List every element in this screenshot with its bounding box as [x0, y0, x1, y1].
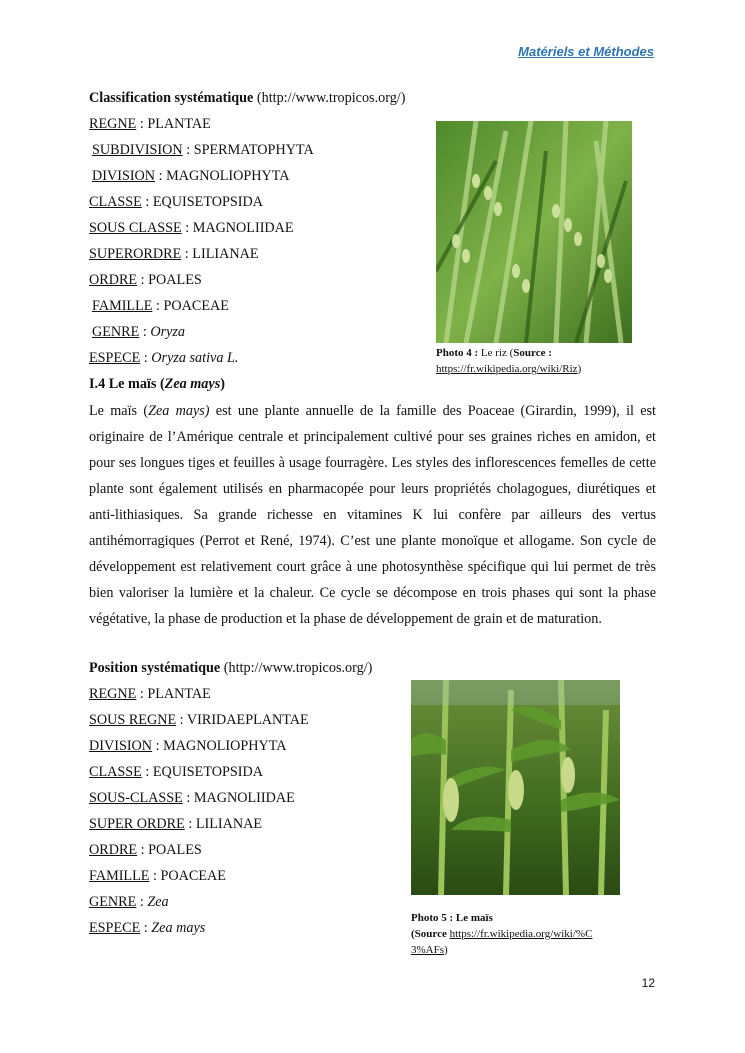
maize-row-regne: REGNE : PLANTAE: [89, 686, 211, 702]
maize-photo: [411, 680, 620, 895]
maize-photo-caption: Photo 5 : Le maïs (Source https://fr.wikipedia.org/wiki/%C 3%AFs): [411, 912, 593, 956]
maize-source-link-2[interactable]: 3%AFs: [411, 944, 445, 956]
maize-row-sous-regne: SOUS REGNE : VIRIDAEPLANTAE: [89, 712, 309, 728]
position-title: Position systématique: [89, 660, 221, 676]
rice-row-famille: FAMILLE : POACEAE: [92, 298, 229, 314]
rice-row-sous-classe: SOUS CLASSE : MAGNOLIIDAE: [89, 220, 294, 236]
classification-heading: [89, 89, 405, 107]
rice-source-link[interactable]: https://fr.wikipedia.org/wiki/Riz: [436, 363, 578, 375]
rice-row-subdivision: SUBDIVISION : SPERMATOPHYTA: [92, 142, 314, 158]
rice-photo-caption: Photo 4 : Le riz (Source : https://fr.wikipedia.org/wiki/Riz): [436, 347, 582, 375]
page-number: 12: [641, 976, 655, 990]
rice-row-division: DIVISION : MAGNOLIOPHYTA: [92, 168, 290, 184]
rice-row-regne: REGNE : PLANTAE: [89, 116, 211, 132]
position-heading: [89, 659, 372, 677]
position-source: (http://www.tropicos.org/): [223, 660, 373, 676]
rice-photo: [436, 121, 632, 343]
classification-source: (http://www.tropicos.org/): [256, 90, 406, 106]
maize-row-classe: CLASSE : EQUISETOPSIDA: [89, 764, 263, 780]
rice-row-genre: GENRE : Oryza: [92, 324, 186, 340]
maize-row-sous-classe: SOUS-CLASSE : MAGNOLIIDAE: [89, 790, 295, 806]
rice-row-ordre: ORDRE : POALES: [89, 272, 202, 288]
maize-row-famille: FAMILLE : POACEAE: [89, 868, 226, 884]
classification-title: Classification systématique: [89, 90, 254, 106]
maize-source-link-1[interactable]: https://fr.wikipedia.org/wiki/%C: [449, 928, 593, 940]
maize-row-genre: GENRE : Zea: [89, 894, 169, 910]
maize-row-espece: ESPECE : Zea mays: [89, 920, 206, 936]
maize-row-super-ordre: SUPER ORDRE : LILIANAE: [89, 816, 263, 832]
rice-row-classe: CLASSE : EQUISETOPSIDA: [89, 194, 263, 210]
running-header: Matériels et Méthodes: [518, 44, 654, 59]
rice-row-superordre: SUPERORDRE : LILIANAE: [89, 246, 259, 262]
maize-row-division: DIVISION : MAGNOLIOPHYTA: [89, 738, 287, 754]
maize-row-ordre: ORDRE : POALES: [89, 842, 202, 858]
section-heading: I.4 Le maïs (Zea mays): [89, 376, 225, 392]
maize-description: Le maïs (Zea mays) est une plante annuelle de la famille des Poaceae (Girardin, 1999), il est originaire de l’Amérique centrale et principalement cultivé pour ses graines riches en amidon, et pour ses longues tiges et feuilles à usage fourragère. Les styles des inflorescences femelles de cette plante sont également utilisés en pharmacopée pour leurs propriétés cholagogues, diurétiques et anti-lithiasiques. Sa grande richesse en vitamines K lui confère par ailleurs des vertus antihémorragiques (Perrot et René, 1974). C’est une plante monoïque et allogame. Son cycle de développement est relativement court grâce à une photosynthèse spécifique qui lui permet de très bien valoriser la lumière et la chaleur. Ce cycle se décompose en trois phases qui sont la phase végétative, la phase de production et la phase de développement de grain et de maturation.: [89, 403, 657, 627]
rice-row-espece: ESPECE : Oryza sativa L.: [89, 350, 239, 366]
